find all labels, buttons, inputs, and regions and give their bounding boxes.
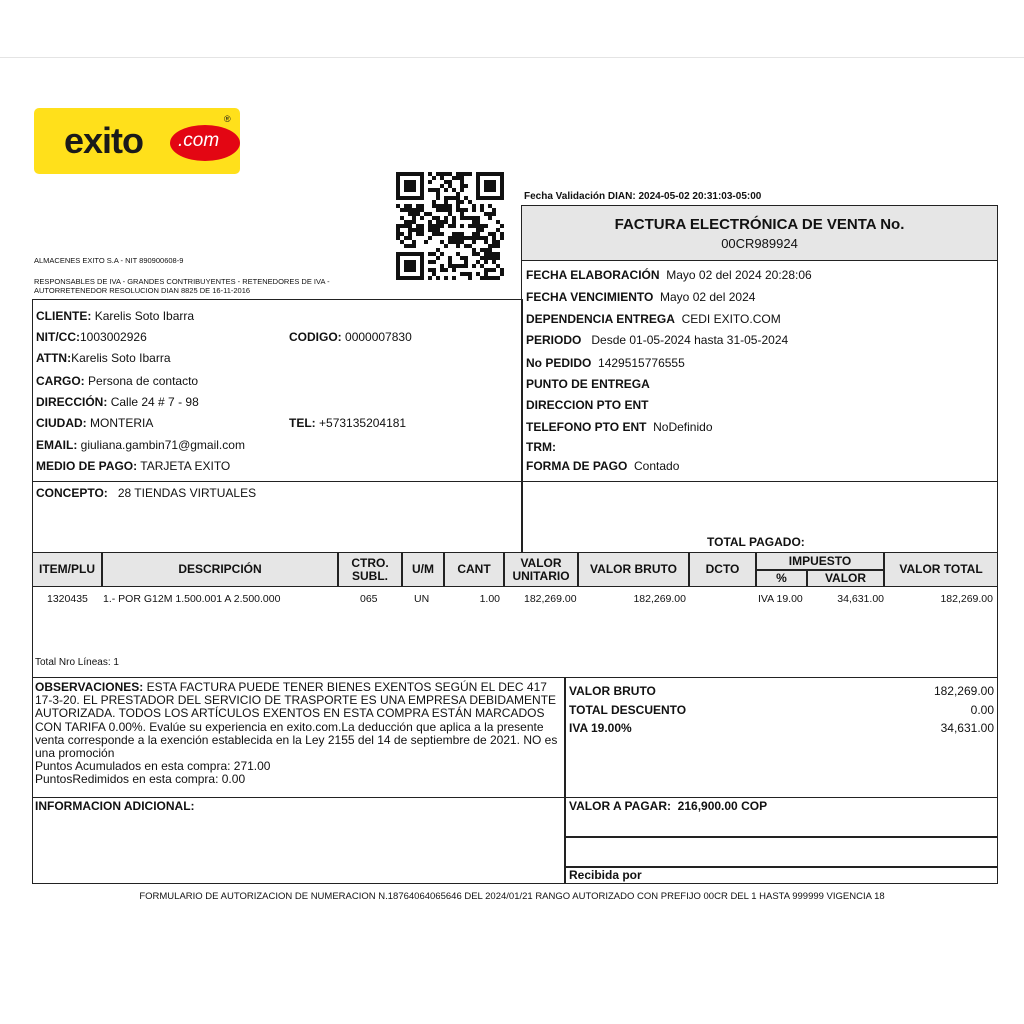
fecha-vencimiento-field: FECHA VENCIMIENTO Mayo 02 del 2024 [526, 290, 756, 304]
tel-field: TEL: +573135204181 [289, 416, 407, 430]
forma-pago-field: FORMA DE PAGO Contado [526, 459, 680, 473]
cell-iva-valor: 34,631.00 [837, 593, 884, 605]
cell-um: UN [414, 593, 430, 605]
invoice-title: FACTURA ELECTRÓNICA DE VENTA No. [614, 216, 905, 233]
concepto-divider [521, 482, 523, 552]
company-line: ALMACENES EXITO S.A - NIT 890900608-9 [34, 256, 184, 265]
attn-field: ATTN:Karelis Soto Ibarra [36, 351, 171, 365]
table-row [32, 593, 998, 607]
total-lineas: Total Nro Líneas: 1 [35, 657, 119, 668]
pedido-field: No PEDIDO 1429515776555 [526, 356, 685, 370]
info-adicional-label: INFORMACION ADICIONAL: [35, 799, 195, 813]
cell-iva-pct: IVA 19.00 [758, 593, 803, 605]
cargo-field: CARGO: Persona de contacto [36, 374, 199, 388]
observaciones-text: OBSERVACIONES: ESTA FACTURA PUEDE TENER BIENES EXENTOS SEGÚN EL DEC 417 17-3-20. EL PRESTADOR DEL SERVICIO DE TRASPORTE ES UNA EMPRESA DEBIDAMENTE AUTORIZADA. TODOS LOS ARTÍCULOS EXENTOS EN ESTA COMPRA ESTÁN MARCADOS CON TARIFA 0.00%. Evalúe su experiencia en exito.com.La deducción que aplica a la presente venta corresponde a la exención establecida en la Ley 2155 del 14 de septiembre de 2021. NO es una promoción Puntos Acumulados en esta compra: 271.00 PuntosRedimidos en esta compra: 0.00 [35, 680, 558, 787]
th-valor-total: VALOR TOTAL [899, 562, 983, 576]
pagar-divider [565, 836, 997, 838]
footer-authorization: FORMULARIO DE AUTORIZACION DE NUMERACION N.18764064065646 DEL 2024/01/21 RANGO AUTORIZADO CON PREFIJO 00CR DEL 1 HASTA 999999 VIGENCIA 18 [139, 891, 885, 902]
concepto-field: CONCEPTO: 28 TIENDAS VIRTUALES [36, 486, 257, 500]
th-valor-bruto: VALOR BRUTO [590, 562, 677, 576]
invoice-number: 00CR989924 [721, 236, 798, 251]
logo-registered: ® [224, 114, 231, 124]
iva-value: 34,631.00 [940, 721, 994, 735]
th-impuesto: IMPUESTO [788, 553, 852, 568]
medio-pago-field: MEDIO DE PAGO: TARJETA EXITO [36, 459, 231, 473]
codigo-field: CODIGO: 0000007830 [289, 330, 412, 344]
total-descuento-value: 0.00 [970, 703, 994, 717]
trm-field: TRM: [526, 440, 556, 454]
cell-valor-unitario: 182,269.00 [524, 593, 577, 605]
recibida-por: Recibida por [569, 868, 642, 882]
logo-suffix: .com [178, 130, 220, 151]
cliente-field: CLIENTE: Karelis Soto Ibarra [36, 309, 195, 323]
valor-bruto-label: VALOR BRUTO [569, 684, 656, 698]
cell-valor-bruto: 182,269.00 [633, 593, 686, 605]
periodo-field: PERIODO Desde 01-05-2024 hasta 31-05-2024 [526, 333, 789, 347]
email-field: EMAIL: giuliana.gambin71@gmail.com [36, 438, 245, 452]
ciudad-field: CIUDAD: MONTERIA [36, 416, 154, 430]
cell-ctro: 065 [360, 593, 378, 605]
company-tax-line: RESPONSABLES DE IVA - GRANDES CONTRIBUYENTES - RETENEDORES DE IVA - AUTORRETENEDOR RESOLUCION DIAN 8825 DE 16-11-2016 [34, 277, 330, 295]
exito-logo [34, 108, 240, 174]
direccion-pto-field: DIRECCION PTO ENT [526, 398, 649, 412]
total-pagado-label: TOTAL PAGADO: [707, 535, 805, 549]
th-dcto: DCTO [705, 562, 740, 576]
cell-desc: 1.- POR G12M 1.500.001 A 2.500.000 [103, 593, 281, 605]
qr-code-icon [396, 172, 504, 280]
th-cant: CANT [457, 562, 491, 576]
th-valor-unitario: VALOR UNITARIO [512, 555, 570, 583]
cell-item: 1320435 [47, 593, 88, 605]
punto-entrega-field: PUNTO DE ENTREGA [526, 377, 650, 391]
invoice-title-box [521, 205, 998, 261]
total-descuento-label: TOTAL DESCUENTO [569, 703, 687, 717]
cell-cant: 1.00 [479, 593, 500, 605]
client-info-box [32, 299, 523, 482]
nit-field: NIT/CC:1003002926 [36, 330, 147, 344]
iva-label: IVA 19.00% [569, 721, 632, 735]
logo-word: exito [64, 120, 144, 161]
valor-a-pagar: VALOR A PAGAR: 216,900.00 COP [569, 799, 768, 813]
th-pct: % [776, 571, 787, 585]
direccion-field: DIRECCIÓN: Calle 24 # 7 - 98 [36, 395, 199, 409]
th-um: U/M [412, 562, 434, 576]
col-divider [337, 553, 339, 586]
fecha-elaboracion-field: FECHA ELABORACIÓN Mayo 02 del 2024 20:28:06 [526, 268, 812, 282]
telefono-pto-field: TELEFONO PTO ENT NoDefinido [526, 420, 713, 434]
top-divider [0, 57, 1024, 58]
puntos-redimidos: PuntosRedimidos en esta compra: 0.00 [35, 772, 246, 787]
th-descripcion: DESCRIPCIÓN [178, 562, 262, 576]
th-valor: VALOR [824, 571, 867, 585]
cell-valor-total: 182,269.00 [940, 593, 993, 605]
dependencia-field: DEPENDENCIA ENTREGA CEDI EXITO.COM [526, 312, 781, 326]
th-item: ITEM/PLU [39, 562, 95, 576]
th-ctro: CTRO. SUBL. [351, 555, 389, 583]
fecha-validacion: Fecha Validación DIAN: 2024-05-02 20:31:03-05:00 [524, 191, 762, 202]
valor-bruto-value: 182,269.00 [933, 684, 994, 698]
puntos-acumulados: Puntos Acumulados en esta compra: 271.00 [35, 759, 271, 774]
